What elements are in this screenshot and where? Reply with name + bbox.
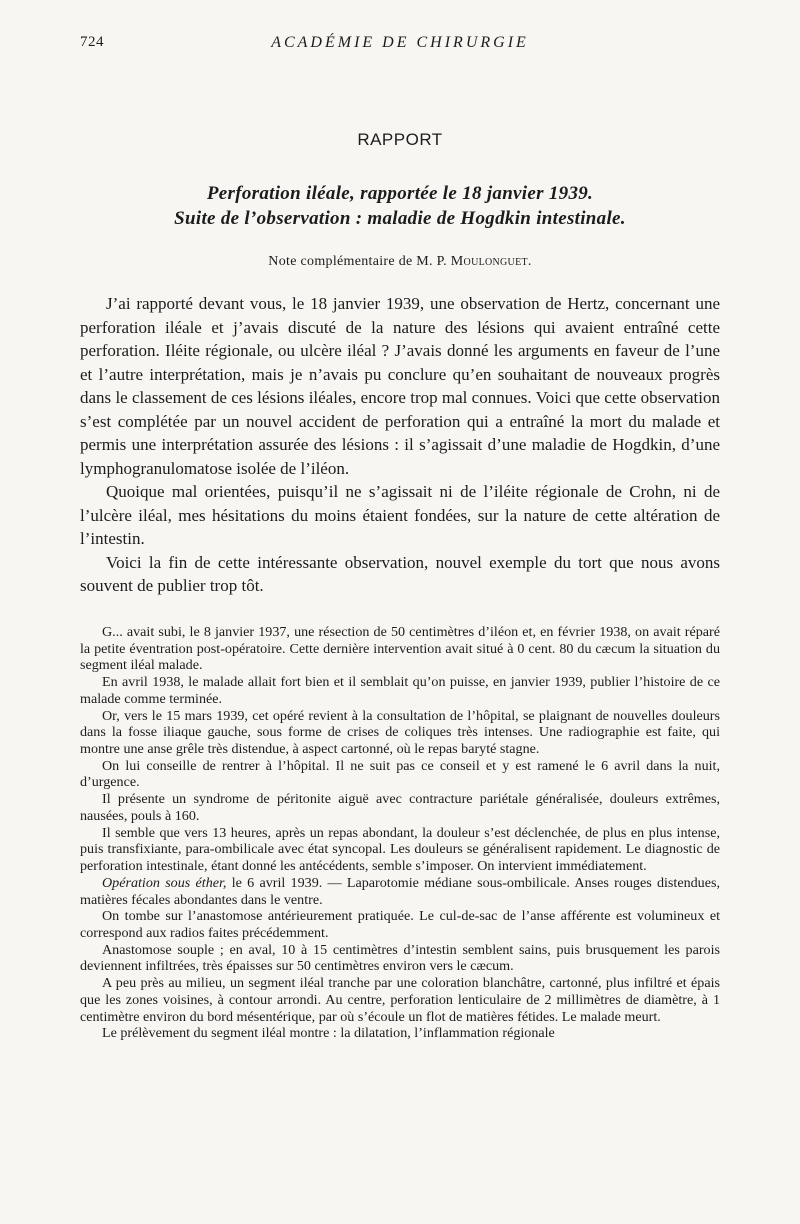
case-paragraph: En avril 1938, le malade allait fort bien et il semblait qu’on puisse, en janvier 1939, publier l’histoire de ce malade comme terminée. <box>80 674 720 707</box>
byline-prefix: Note complémentaire de M. P. <box>268 254 451 269</box>
case-paragraph: A peu près au milieu, un segment iléal tranche par une coloration blanchâtre, cartonné, plus infiltré et épais que les zones voisines, à contour arrondi. Au centre, perforation lenticulaire de 2 millimètres de diamètre, à 1 centimètre environ du bord mésentérique, par où s’écoule un flot de matières fétides. Le malade meurt. <box>80 975 720 1025</box>
case-paragraph: Il semble que vers 13 heures, après un repas abondant, la douleur s’est déclenchée, de plus en plus intense, puis transfixiante, para-ombilicale avec état syncopal. Les douleurs se généralisent rapidement. Le diagnostic de perforation intestinale, étant donné les antécédents, semble s’imposer. On intervient immédiatement. <box>80 824 720 875</box>
article-title-line-1: Perforation iléale, rapportée le 18 janvier 1939. <box>206 183 594 204</box>
case-paragraph: Opération sous éther, le 6 avril 1939. — Laparotomie médiane sous-ombilicale. Anses rouges distendues, matières fécales abondantes dans le ventre. <box>80 874 720 908</box>
paragraph: J’ai rapporté devant vous, le 18 janvier 1939, une observation de Hertz, concernant une perforation iléale et j’avais discuté de la nature des lésions qui avaient entraîné cette perforation. Iléite régionale, ou ulcère iléal ? J’avais donné les arguments en faveur de l’une et l’autre interprétation, mais je n’avais pu conclure qu’en souhaitant de nouveaux progrès dans le classement de ces lésions iléales, encore trop mal connues. Voici que cette observation s’est complétée par un nouvel accident de perforation qui a entraîné la mort du malade et permis une interprétation assurée des lésions : il s’agissait d’une maladie de Hogdkin, d’une lymphogranulomatose isolée de l’iléon. <box>80 294 720 478</box>
operation-heading: Opération sous éther, <box>102 874 227 891</box>
case-paragraph: On tombe sur l’anastomose antérieurement pratiquée. Le cul-de-sac de l’anse afférente est volumineux et correspond aux radios faites précédemment. <box>80 908 720 941</box>
section-label: RAPPORT <box>357 130 443 149</box>
running-header <box>80 34 720 56</box>
page-number: 724 <box>80 34 104 50</box>
case-paragraph: On lui conseille de rentrer à l’hôpital. Il ne suit pas ce conseil et y est ramené le 6 avril dans la nuit, d’urgence. <box>80 757 720 791</box>
article-title-line-2: Suite de l’observation : maladie de Hogdkin intestinale. <box>174 208 626 229</box>
case-paragraph: G... avait subi, le 8 janvier 1937, une résection de 50 centimètres d’iléon et, en février 1938, on avait réparé la petite éventration post-opératoire. Cette dernière intervention avait situé à 0 cent. 80 du cæcum la situation du segment iléal malade. <box>80 624 720 674</box>
case-paragraph: Anastomose souple ; en aval, 10 à 15 centimètres d’intestin semblent sains, puis brusquement les parois deviennent infiltrées, très épaisses sur 50 centimètres environ vers le cæcum. <box>80 941 720 975</box>
case-paragraph: Le prélèvement du segment iléal montre : la dilatation, l’inflammation régionale <box>102 1025 555 1042</box>
case-report <box>80 624 720 1042</box>
paragraph: Quoique mal orientées, puisqu’il ne s’agissait ni de l’iléite régionale de Crohn, ni de l’ulcère iléal, mes hésitations du moins étaient fondées, sur la nature de cette altération de l’intestin. <box>80 482 720 548</box>
article-title <box>60 181 740 231</box>
byline-author: Moulonguet. <box>450 254 532 269</box>
case-paragraph: Or, vers le 15 mars 1939, cet opéré revient à la consultation de l’hôpital, se plaignant de nouvelles douleurs dans la fosse iliaque gauche, sous forme de crises de coliques très intenses. Une radiographie est faite, qui montre une anse grêle très distendue, à aspect cartonné, où le repas baryté stagne. <box>80 707 720 758</box>
case-paragraph: Il présente un syndrome de péritonite aiguë avec contracture pariétale généralisée, douleurs extrêmes, nausées, pouls à 160. <box>80 791 720 824</box>
paragraph: Voici la fin de cette intéressante observation, nouvel exemple du tort que nous avons souvent de publier trop tôt. <box>80 552 720 595</box>
main-text <box>80 292 720 598</box>
journal-title: ACADÉMIE DE CHIRURGIE <box>271 34 529 51</box>
byline <box>0 254 800 270</box>
